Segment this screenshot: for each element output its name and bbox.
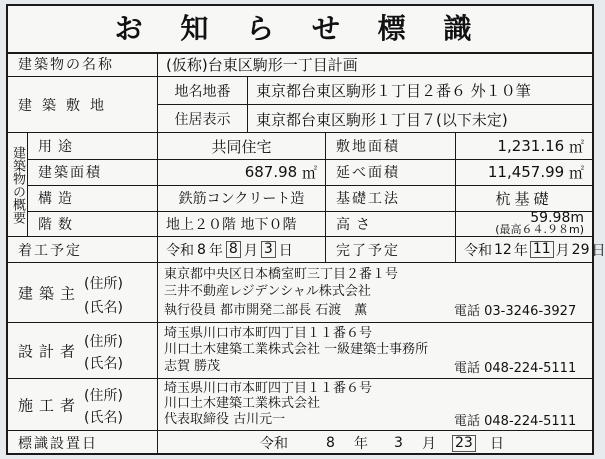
structure-label: 構造 — [28, 185, 158, 211]
building-name-value: (仮称)台東区駒形一丁目計画 — [166, 55, 358, 74]
designer-company: 川口土木建築工業株式会社 一級建築士事務所 — [164, 342, 429, 357]
row-building-name — [8, 52, 592, 77]
structure-value: 鉄筋コンクリート造 — [158, 185, 326, 211]
row-owner — [8, 263, 592, 323]
completion-day-unit: 日 — [591, 242, 605, 259]
owner-label: 建築主 — [18, 284, 82, 302]
completion-day: 29 — [571, 241, 590, 258]
owner-tel: 電話 03-3246-3927 — [454, 304, 577, 319]
chiban-label: 地名地番 — [158, 77, 248, 105]
contractor-label: 施工者 — [18, 396, 82, 414]
start-date — [158, 237, 326, 262]
sign-title: お 知 ら せ 標 識 — [8, 6, 592, 54]
row-designer — [8, 323, 592, 379]
site-area-label: 敷地面積 — [326, 133, 456, 159]
site-area-unit: ㎡ — [568, 137, 584, 156]
contractor-address: 埼玉県川口市本町四丁目１１番６号 — [164, 381, 373, 396]
start-day: 3 — [261, 241, 276, 258]
building-area-unit: ㎡ — [301, 163, 317, 182]
height-value — [456, 211, 592, 237]
notice-sign — [6, 4, 605, 455]
use-label: 用途 — [28, 133, 158, 159]
start-year-unit: 年 — [208, 242, 223, 259]
sign-year-unit: 年 — [354, 436, 368, 452]
building-area-number: 687.98 — [244, 163, 298, 181]
start-day-unit: 日 — [278, 242, 293, 259]
site-area-value — [456, 133, 592, 159]
designer-address: 埼玉県川口市本町四丁目１１番６号 — [164, 326, 373, 341]
owner-addr-label: (住所) — [84, 276, 123, 292]
start-era: 令和 — [166, 242, 194, 259]
sign-day: 23 — [452, 435, 476, 452]
owner-address: 東京都中央区日本橋室町三丁目２番１号 — [164, 267, 399, 282]
height-max: (最高６４.９８m) — [495, 223, 584, 236]
floor-area-label: 延べ面積 — [326, 159, 456, 185]
floor-area-value — [456, 159, 592, 185]
designer-tel: 電話 048-224-5111 — [454, 361, 577, 376]
height-label: 高さ — [326, 211, 456, 237]
designer-representative: 志賀 勝茂 — [164, 359, 221, 374]
completion-month-unit: 月 — [555, 242, 570, 259]
floors-value: 地上２０階 地下０階 — [158, 211, 326, 237]
owner-representative — [164, 303, 367, 318]
contractor-company: 川口土木建築工業株式会社 — [164, 396, 321, 411]
foundation-value: 杭基礎 — [495, 189, 553, 208]
start-month: 8 — [226, 241, 241, 258]
overview-label — [8, 133, 28, 236]
start-year: 8 — [197, 241, 206, 258]
site-area-number: 1,231.16 — [497, 137, 565, 155]
sign-year: 8 — [326, 435, 335, 451]
overview-label-text: 建築物の概要 — [10, 145, 25, 224]
building-area-label: 建築面積 — [28, 159, 158, 185]
height-number: 59.98 — [530, 210, 571, 226]
building-area-value — [158, 159, 326, 185]
completion-month: 11 — [530, 241, 554, 258]
start-label: 着工予定 — [8, 237, 158, 262]
row-site — [8, 77, 592, 133]
floors-label: 階数 — [28, 211, 158, 237]
height-unit: m — [570, 210, 584, 226]
designer-name-label: (氏名) — [84, 356, 123, 372]
contractor-representative: 代表取締役 古川元一 — [164, 412, 286, 427]
completion-era: 令和 — [464, 242, 492, 259]
contractor-name-label: (氏名) — [84, 410, 123, 426]
sign-day-unit: 日 — [490, 436, 504, 452]
foundation-label: 基礎工法 — [326, 185, 456, 211]
site-label: 建築敷地 — [8, 77, 158, 132]
sign-date-value — [158, 431, 592, 455]
contractor-label-cell — [8, 379, 158, 430]
use-value: 共同住宅 — [158, 133, 326, 159]
sign-month: 3 — [394, 435, 403, 451]
jukyo-label: 住居表示 — [158, 105, 248, 133]
contractor-tel: 電話 048-224-5111 — [454, 414, 577, 429]
completion-date — [456, 237, 605, 262]
completion-label: 完了予定 — [326, 237, 456, 262]
chiban-value: 東京都台東区駒形１丁目２番６ 外１０筆 — [248, 77, 592, 105]
contractor-addr-label: (住所) — [84, 388, 123, 404]
designer-label: 設計者 — [18, 342, 82, 360]
row-sign-date — [8, 431, 592, 455]
designer-label-cell — [8, 323, 158, 378]
designer-addr-label: (住所) — [84, 334, 123, 350]
sign-month-unit: 月 — [422, 436, 436, 452]
floor-area-unit: ㎡ — [568, 163, 584, 182]
owner-rep-text: 執行役員 都市開発二部長 石渡 薫 — [164, 303, 368, 318]
start-month-unit: 月 — [243, 242, 258, 259]
owner-name-label: (氏名) — [84, 300, 123, 316]
completion-year-unit: 年 — [513, 242, 528, 259]
completion-year: 12 — [494, 241, 512, 258]
row-contractor — [8, 379, 592, 431]
jukyo-value: 東京都台東区駒形１丁目７(以下未定) — [256, 110, 508, 129]
building-name-label: 建築物の名称 — [8, 52, 158, 76]
overview-block — [8, 133, 592, 237]
sign-date-label: 標識設置日 — [8, 431, 158, 455]
owner-company: 三井不動産レジデンシャル株式会社 — [164, 284, 371, 299]
sign-era: 令和 — [260, 436, 288, 452]
row-schedule — [8, 237, 605, 263]
owner-label-cell — [8, 263, 158, 322]
floor-area-number: 11,457.99 — [487, 163, 565, 181]
